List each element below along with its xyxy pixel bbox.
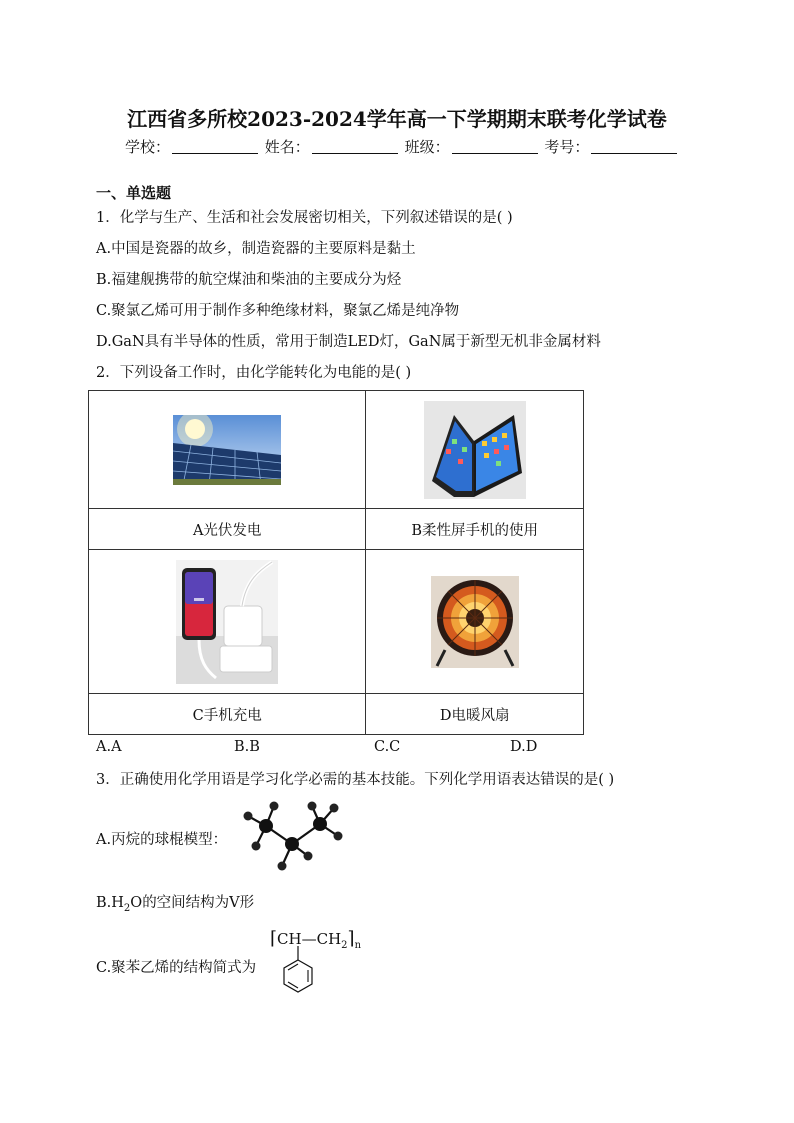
water-h: H	[111, 895, 124, 911]
q2-choice-c: C.C	[374, 739, 401, 755]
water-subscript: 2	[123, 902, 131, 914]
q2-choice-d: D.D	[510, 739, 538, 755]
q1-stem: 1．化学与生产、生活和社会发展密切相关，下列叙述错误的是( )	[96, 210, 513, 226]
cell-a-label: A光伏发电	[89, 509, 366, 550]
cell-c-label: C手机充电	[89, 694, 366, 735]
cell-d-image	[366, 550, 584, 694]
school-label: 学校：	[125, 138, 171, 156]
cell-d-label: D电暖风扇	[366, 694, 584, 735]
right-bracket-icon: ⌉	[347, 928, 355, 949]
class-blank[interactable]	[452, 139, 538, 154]
exam-number-blank[interactable]	[591, 139, 677, 154]
class-label: 班级：	[404, 138, 450, 156]
cell-a-image	[89, 391, 366, 509]
q3-b-suffix: 的空间结构为V形	[142, 895, 255, 911]
electric-heater-fan-image	[431, 576, 519, 668]
water-formula	[111, 895, 143, 914]
q2-options-table	[88, 390, 584, 735]
q3-stem: 3．正确使用化学用语是学习化学必需的基本技能。下列化学用语表达错误的是( )	[96, 772, 615, 788]
solar-panel-image	[173, 415, 281, 485]
propane-ball-stick-model	[238, 798, 348, 874]
q1-option-a: A.中国是瓷器的故乡，制造瓷器的主要原料是黏土	[96, 241, 416, 257]
cell-b-label: B柔性屏手机的使用	[366, 509, 584, 550]
q2-choice-a: A.A	[96, 739, 122, 755]
q2-choice-b: B.B	[234, 739, 260, 755]
exam-number-label: 考号：	[544, 138, 590, 156]
q3-option-b	[96, 891, 254, 914]
q1-option-d: D.GaN具有半导体的性质，常用于制造LED灯，GaN属于新型无机非金属材料	[96, 334, 601, 350]
cell-c-image	[89, 550, 366, 694]
q1-option-b: B.福建舰携带的航空煤油和柴油的主要成分为烃	[96, 272, 402, 288]
q3-option-c: C.聚苯乙烯的结构简式为	[96, 960, 257, 976]
polystyrene-structure	[270, 922, 390, 1002]
ch2-subscript: 2	[341, 940, 348, 951]
school-blank[interactable]	[172, 139, 258, 154]
q1-option-c: C.聚氯乙烯可用于制作多种绝缘材料，聚氯乙烯是纯净物	[96, 303, 460, 319]
page-title: 江西省多所校2023-2024学年高一下学期期末联考化学试卷	[127, 107, 667, 131]
section-heading: 一、单选题	[96, 184, 172, 202]
foldable-phone-image	[424, 401, 526, 499]
q3-b-prefix: B.	[96, 895, 112, 911]
repeat-n: n	[354, 940, 362, 951]
name-blank[interactable]	[312, 139, 398, 154]
phone-charger-image	[176, 560, 278, 684]
student-info-row	[125, 136, 679, 157]
name-label: 姓名：	[264, 138, 310, 156]
q3-option-a: A.丙烷的球棍模型：	[96, 832, 228, 848]
cell-b-image	[366, 391, 584, 509]
benzene-ring-icon	[280, 946, 320, 1002]
left-bracket-icon: ⌈	[270, 928, 278, 949]
q2-stem: 2．下列设备工作时，由化学能转化为电能的是( )	[96, 365, 412, 381]
polystyrene-main: CH—CH	[277, 930, 342, 948]
water-o: O	[130, 895, 143, 911]
